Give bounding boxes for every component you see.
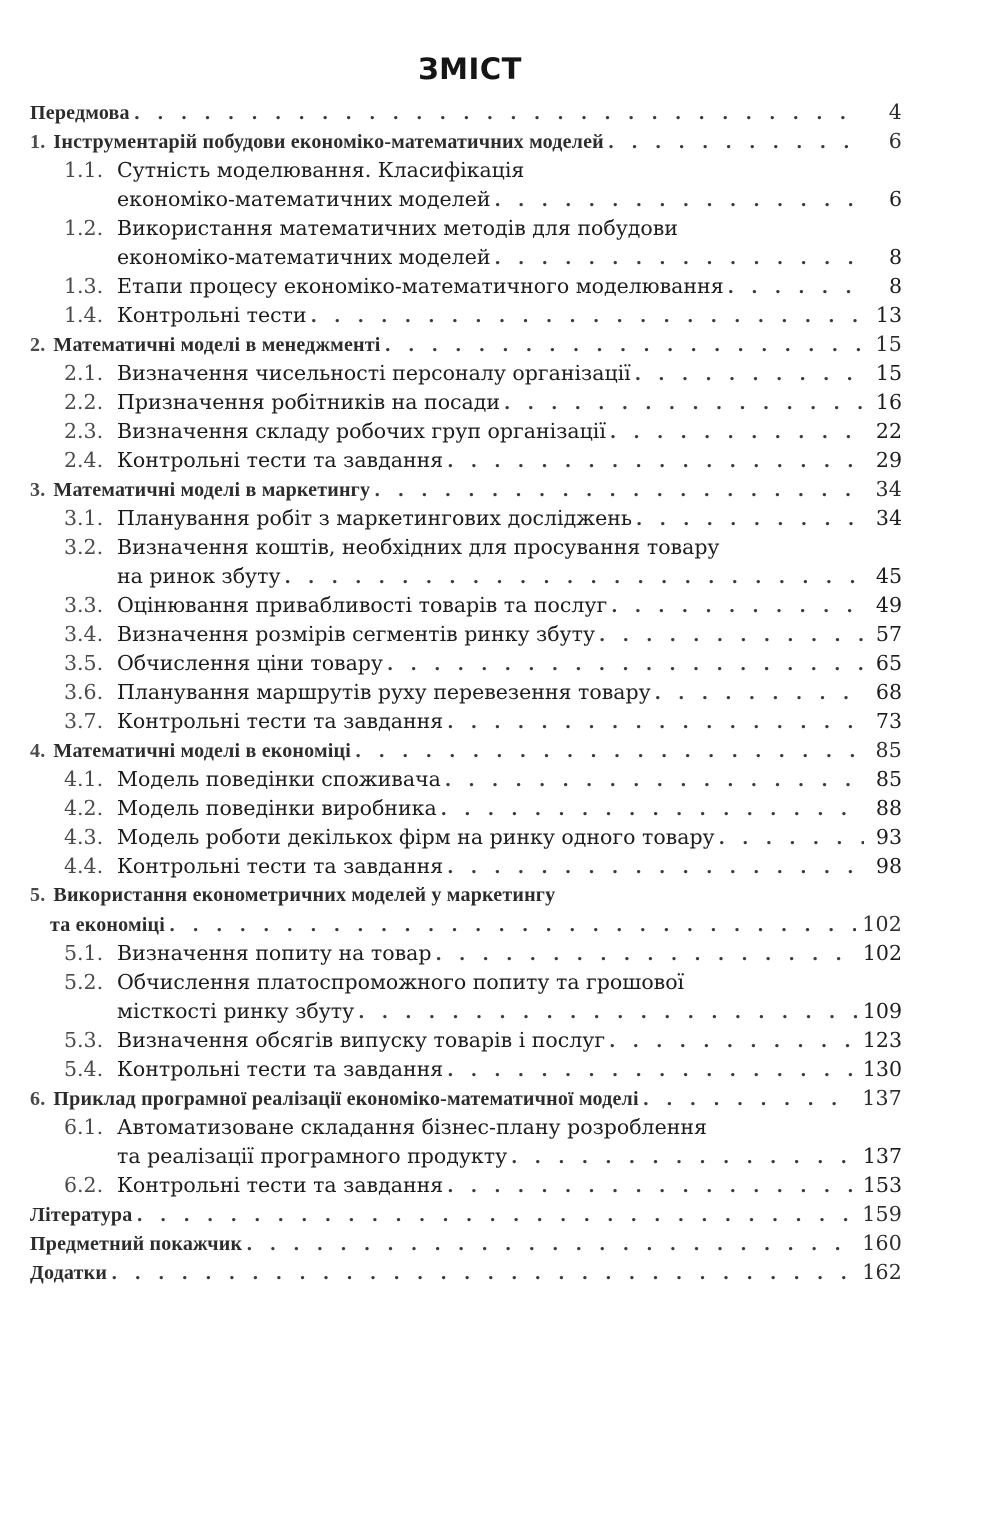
toc-entry-number: 3.1.	[64, 506, 104, 530]
dot-leader	[246, 1230, 856, 1259]
toc-entry-number: 4.4.	[64, 854, 104, 878]
dot-leader	[445, 766, 864, 795]
dot-leader	[611, 592, 864, 621]
toc-entry	[30, 881, 902, 910]
toc-entry	[30, 1200, 902, 1229]
toc-entry-label: Визначення обсягів випуску товарів і послуг	[117, 1028, 606, 1052]
toc-entry-label: Контрольні тести та завдання	[117, 854, 444, 878]
toc-entry	[30, 243, 902, 272]
toc-entry	[30, 968, 902, 997]
dot-leader	[643, 1085, 857, 1114]
toc-entry	[30, 649, 902, 678]
toc-entry-number: 3.2.	[64, 535, 104, 559]
toc-entry-label: Література	[30, 1204, 133, 1226]
toc-entry	[30, 823, 902, 852]
dot-leader	[608, 128, 864, 157]
toc-entry-page-number: 73	[875, 709, 902, 733]
dot-leader	[728, 273, 864, 302]
toc-entry-number: 3.6.	[64, 680, 104, 704]
toc-entry-number: 3.	[30, 479, 46, 501]
toc-entry-number: 1.3.	[64, 274, 104, 298]
toc-entry-label: Оцінювання привабливості товарів та послуг	[117, 593, 608, 617]
toc-entry	[30, 98, 902, 127]
toc-entry-number: 3.3.	[64, 593, 104, 617]
toc-entry-label: Визначення розмірів сегментів ринку збуту	[117, 622, 596, 646]
toc-entry	[30, 1258, 902, 1287]
toc-entry-label: Обчислення платоспроможного попиту та грошової	[117, 970, 685, 994]
toc-entry	[30, 591, 902, 620]
toc-entry-label: місткості ринку збуту	[117, 999, 355, 1023]
dot-leader	[358, 998, 857, 1027]
toc-entry-page-number: 109	[862, 999, 902, 1023]
toc-entry-number: 4.1.	[64, 767, 104, 791]
toc-entry-label: Використання економетричних моделей у маркетингу	[53, 884, 556, 906]
toc-entry-label: Призначення робітників на посади	[117, 390, 501, 414]
toc-entry-page-number: 159	[862, 1202, 902, 1226]
toc-entry-number: 2.	[30, 334, 46, 356]
toc-entry-number: 2.4.	[64, 448, 104, 472]
toc-entry	[30, 707, 902, 736]
toc-entry-label: Автоматизоване складання бізнес-плану розроблення	[117, 1115, 707, 1139]
toc-entry-page-number: 85	[875, 738, 902, 762]
toc-entry	[30, 736, 902, 765]
toc-entry-number: 5.3.	[64, 1028, 104, 1052]
dot-leader	[447, 853, 864, 882]
dot-leader	[447, 447, 864, 476]
dot-leader	[447, 1056, 857, 1085]
toc-entry-label: Використання математичних методів для побудови	[117, 216, 678, 240]
table-of-contents	[30, 98, 902, 1287]
page-title: ЗМІСТ	[418, 52, 522, 86]
toc-entry-page-number: 8	[888, 245, 902, 269]
toc-entry-number: 1.2.	[64, 216, 104, 240]
toc-entry-number: 1.4.	[64, 303, 104, 327]
dot-leader	[504, 389, 864, 418]
dot-leader	[609, 1027, 857, 1056]
toc-entry-page-number: 15	[875, 361, 902, 385]
dot-leader	[311, 302, 864, 331]
toc-entry	[30, 939, 902, 968]
toc-entry	[30, 562, 902, 591]
toc-entry-page-number: 102	[862, 941, 902, 965]
toc-entry-page-number: 22	[875, 419, 902, 443]
toc-entry-label: Модель роботи декількох фірм на ринку одного товару	[117, 825, 715, 849]
toc-entry	[30, 388, 902, 417]
toc-entry-label: Планування робіт з маркетингових досліджень	[117, 506, 633, 530]
dot-leader	[495, 244, 864, 273]
toc-entry-label: Визначення чисельності персоналу організації	[117, 361, 631, 385]
toc-entry-page-number: 15	[875, 332, 902, 356]
toc-entry-label: Інструментарій побудови економіко-математичних моделей	[53, 131, 604, 153]
dot-leader	[495, 186, 864, 215]
toc-entry-label: Предметний покажчик	[30, 1233, 243, 1255]
toc-entry	[30, 504, 902, 533]
toc-entry-number: 1.	[30, 131, 46, 153]
toc-entry-number: 5.	[30, 884, 46, 906]
toc-entry-label: Планування маршрутів руху перевезення товару	[117, 680, 651, 704]
toc-entry-page-number: 34	[875, 477, 902, 501]
toc-entry	[30, 794, 902, 823]
toc-entry-page-number: 160	[862, 1231, 902, 1255]
toc-entry-page-number: 130	[862, 1057, 902, 1081]
toc-entry	[30, 620, 902, 649]
dot-leader	[610, 418, 864, 447]
dot-leader	[636, 505, 864, 534]
toc-entry-label: Контрольні тести та завдання	[117, 1173, 444, 1197]
toc-entry-page-number: 49	[875, 593, 902, 617]
toc-entry-page-number: 137	[862, 1144, 902, 1168]
toc-entry-label: Математичні моделі в менеджменті	[53, 334, 381, 356]
toc-entry-label: та економіці	[50, 914, 166, 936]
toc-entry	[30, 1026, 902, 1055]
toc-entry-number: 6.1.	[64, 1115, 104, 1139]
toc-entry-label: Обчислення ціни товару	[117, 651, 383, 675]
toc-entry	[30, 185, 902, 214]
toc-entry-label: Контрольні тести та завдання	[117, 448, 444, 472]
toc-entry	[30, 852, 902, 881]
toc-entry-label: та реалізації програмного продукту	[117, 1144, 508, 1168]
toc-entry-number: 5.2.	[64, 970, 104, 994]
dot-leader	[387, 650, 864, 679]
toc-entry-page-number: 137	[862, 1086, 902, 1110]
toc-entry	[30, 765, 902, 794]
dot-leader	[435, 940, 856, 969]
toc-entry-page-number: 16	[875, 390, 902, 414]
toc-entry-label: Визначення коштів, необхідних для просування товару	[117, 535, 720, 559]
toc-entry-number: 4.3.	[64, 825, 104, 849]
toc-entry-label: Передмова	[30, 102, 130, 124]
toc-entry-page-number: 88	[875, 796, 902, 820]
toc-entry	[30, 301, 902, 330]
toc-entry-page-number: 93	[875, 825, 902, 849]
toc-entry-label: Контрольні тести та завдання	[117, 709, 444, 733]
toc-entry	[30, 910, 902, 939]
toc-entry-label: Додатки	[30, 1262, 108, 1284]
toc-entry	[30, 1171, 902, 1200]
toc-entry	[30, 330, 902, 359]
toc-entry-page-number: 45	[875, 564, 902, 588]
dot-leader	[136, 1201, 856, 1230]
dot-leader	[134, 99, 864, 128]
toc-entry	[30, 127, 902, 156]
toc-entry-page-number: 98	[875, 854, 902, 878]
toc-entry-label: Визначення попиту на товар	[117, 941, 432, 965]
toc-entry-page-number: 153	[862, 1173, 902, 1197]
dot-leader	[285, 563, 864, 592]
dot-leader	[719, 824, 864, 853]
toc-entry-number: 3.5.	[64, 651, 104, 675]
toc-entry	[30, 156, 902, 185]
toc-entry-number: 3.7.	[64, 709, 104, 733]
dot-leader	[599, 621, 864, 650]
toc-entry	[30, 359, 902, 388]
toc-entry	[30, 272, 902, 301]
toc-entry	[30, 533, 902, 562]
dot-leader	[441, 795, 864, 824]
toc-entry-page-number: 29	[875, 448, 902, 472]
toc-entry-label: Приклад програмної реалізації економіко-математичної моделі	[53, 1088, 639, 1110]
toc-entry-label: Контрольні тести та завдання	[117, 1057, 444, 1081]
toc-entry-label: Контрольні тести	[117, 303, 307, 327]
toc-entry	[30, 997, 902, 1026]
toc-entry-page-number: 162	[862, 1260, 902, 1284]
toc-entry	[30, 1084, 902, 1113]
toc-entry-page-number: 85	[875, 767, 902, 791]
dot-leader	[111, 1259, 856, 1288]
toc-entry	[30, 678, 902, 707]
toc-entry-number: 4.	[30, 740, 46, 762]
toc-entry-number: 2.3.	[64, 419, 104, 443]
toc-entry-label: економіко-математичних моделей	[117, 187, 491, 211]
toc-entry-number: 1.1.	[64, 158, 104, 182]
toc-entry-number: 5.4.	[64, 1057, 104, 1081]
toc-entry	[30, 214, 902, 243]
toc-entry-page-number: 4	[888, 100, 902, 124]
toc-entry-page-number: 34	[875, 506, 902, 530]
toc-entry-number: 3.4.	[64, 622, 104, 646]
toc-entry-page-number: 68	[875, 680, 902, 704]
dot-leader	[511, 1143, 857, 1172]
toc-entry-label: Математичні моделі в маркетингу	[53, 479, 371, 501]
toc-entry-label: Сутність моделювання. Класифікація	[117, 158, 525, 182]
toc-entry-page-number: 8	[888, 274, 902, 298]
dot-leader	[385, 331, 864, 360]
toc-entry-number: 2.1.	[64, 361, 104, 385]
toc-entry-page-number: 123	[862, 1028, 902, 1052]
toc-entry-page-number: 65	[875, 651, 902, 675]
toc-entry-page-number: 6	[888, 187, 902, 211]
toc-entry	[30, 1142, 902, 1171]
dot-leader	[374, 476, 864, 505]
toc-entry	[30, 475, 902, 504]
toc-entry	[30, 1229, 902, 1258]
dot-leader	[655, 679, 864, 708]
dot-leader	[355, 737, 864, 766]
toc-entry	[30, 446, 902, 475]
toc-entry-label: Модель поведінки споживача	[117, 767, 441, 791]
dot-leader	[635, 360, 864, 389]
toc-entry-number: 6.	[30, 1088, 46, 1110]
toc-entry-page-number: 57	[875, 622, 902, 646]
dot-leader	[447, 708, 864, 737]
toc-entry	[30, 1113, 902, 1142]
toc-entry	[30, 417, 902, 446]
toc-entry	[30, 1055, 902, 1084]
toc-entry-number: 2.2.	[64, 390, 104, 414]
toc-entry-label: на ринок збуту	[117, 564, 281, 588]
dot-leader	[447, 1172, 857, 1201]
toc-entry-number: 5.1.	[64, 941, 104, 965]
toc-entry-label: Визначення складу робочих груп організації	[117, 419, 606, 443]
dot-leader	[169, 911, 856, 940]
toc-entry-page-number: 102	[862, 912, 902, 936]
toc-entry-label: Математичні моделі в економіці	[53, 740, 352, 762]
toc-entry-page-number: 6	[888, 129, 902, 153]
toc-entry-page-number: 13	[875, 303, 902, 327]
toc-entry-number: 6.2.	[64, 1173, 104, 1197]
toc-entry-number: 4.2.	[64, 796, 104, 820]
toc-entry-label: Модель поведінки виробника	[117, 796, 437, 820]
toc-entry-label: економіко-математичних моделей	[117, 245, 491, 269]
toc-entry-label: Етапи процесу економіко-математичного моделювання	[117, 274, 724, 298]
